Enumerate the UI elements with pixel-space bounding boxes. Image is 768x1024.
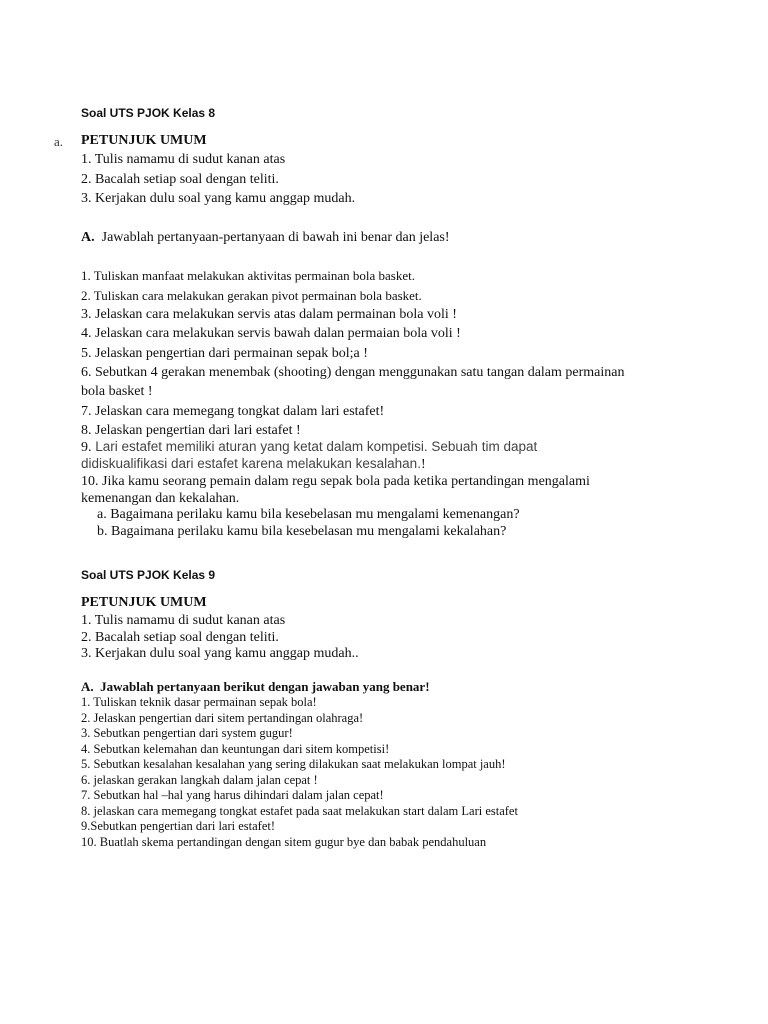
- petunjuk-item: 1. Tulis namamu di sudut kanan atas: [81, 613, 286, 628]
- kelas8-question-6-line1: 6. Sebutkan 4 gerakan menembak (shooting) dengan menggunakan satu tangan dalam permainan: [81, 365, 625, 380]
- petunjuk-item: 2. Bacalah setiap soal dengan teliti.: [81, 171, 279, 187]
- kelas8-question-10a: a. Bagaimana perilaku kamu bila kesebelasan mu mengalami kemenangan?: [97, 507, 520, 522]
- kelas8-question-9-line2: [81, 455, 426, 474]
- section-letter: A.: [81, 230, 95, 245]
- kelas9-question-list: [81, 695, 518, 850]
- kelas8-question-10b: b. Bagaimana perilaku kamu bila kesebelasan mu mengalami kekalahan?: [97, 524, 507, 539]
- petunjuk-item: 1. Tulis namamu di sudut kanan atas: [81, 152, 286, 167]
- kelas8-question-4: 4. Jelaskan cara melakukan servis bawah dalan permaian bola voli !: [81, 326, 461, 341]
- section-letter: A.: [81, 679, 94, 694]
- kelas9-petunjuk-list: [81, 612, 359, 662]
- kelas9-petunjuk-title: PETUNJUK UMUM: [81, 595, 207, 610]
- q9-text-continued: didiskualifikasi dari estafet karena melakukan kesalahan.: [81, 456, 421, 471]
- list-marker: a.: [54, 134, 64, 149]
- list-item: 5. Sebutkan kesalahan kesalahan yang sering dilakukan saat melakukan lompat jauh!: [81, 757, 506, 771]
- q9-text: Lari estafet memiliki aturan yang ketat dalam kompetisi. Sebuah tim dapat: [91, 439, 538, 454]
- list-item: 8. jelaskan cara memegang tongkat estafet pada saat melakukan start dalam Lari estafet: [81, 803, 518, 818]
- list-item: 1. Tuliskan teknik dasar permainan sepak bola!: [81, 695, 317, 709]
- kelas9-title: Soal UTS PJOK Kelas 9: [81, 568, 216, 582]
- list-item: 9.Sebutkan pengertian dari lari estafet!: [81, 819, 276, 833]
- list-item: 6. jelaskan gerakan langkah dalam jalan cepat !: [81, 772, 318, 787]
- kelas8-question-7: 7. Jelaskan cara memegang tongkat dalam lari estafet!: [81, 404, 385, 419]
- petunjuk-item: 3. Kerjakan dulu soal yang kamu anggap mudah..: [81, 646, 359, 661]
- q9-number: 9.: [81, 440, 92, 455]
- kelas8-question-1: 1. Tuliskan manfaat melakukan aktivitas permainan bola basket.: [81, 268, 415, 283]
- kelas8-question-2: 2. Tuliskan cara melakukan gerakan pivot permainan bola basket.: [81, 288, 422, 303]
- section-instruction: Jawablah pertanyaan berikut dengan jawaban yang benar!: [100, 679, 430, 694]
- kelas8-title: Soal UTS PJOK Kelas 8: [81, 106, 216, 120]
- list-item: 2. Jelaskan pengertian dari sitem pertandingan olahraga!: [81, 710, 364, 725]
- list-item: 10. Buatlah skema pertandingan dengan sitem gugur bye dan babak pendahuluan: [81, 834, 487, 849]
- q9-end: !: [420, 457, 426, 472]
- petunjuk-item: 3. Kerjakan dulu soal yang kamu anggap mudah.: [81, 191, 356, 206]
- kelas8-question-8: 8. Jelaskan pengertian dari lari estafet !: [81, 423, 301, 438]
- kelas8-petunjuk-list: [81, 151, 355, 210]
- kelas8-question-6-line2: bola basket !: [81, 384, 153, 399]
- kelas8-petunjuk-title: PETUNJUK UMUM: [81, 133, 207, 148]
- kelas8-question-5: 5. Jelaskan pengertian dari permainan sepak bol;a !: [81, 346, 368, 361]
- kelas9-section-a: [81, 679, 430, 695]
- kelas8-question-10-line1: 10. Jika kamu seorang pemain dalam regu sepak bola pada ketika pertandingan mengalami: [81, 474, 590, 489]
- section-instruction: Jawablah pertanyaan-pertanyaan di bawah ini benar dan jelas!: [101, 230, 450, 245]
- kelas8-question-3: 3. Jelaskan cara melakukan servis atas dalam permainan bola voli !: [81, 307, 457, 322]
- list-item: 7. Sebutkan hal –hal yang harus dihindari dalam jalan cepat!: [81, 788, 384, 802]
- list-item: 4. Sebutkan kelemahan dan keuntungan dari sitem kompetisi!: [81, 741, 390, 756]
- list-item: 3. Sebutkan pengertian dari system gugur!: [81, 726, 293, 740]
- kelas8-question-10-line2: kemenangan dan kekalahan.: [81, 491, 240, 506]
- kelas8-section-a: [81, 229, 450, 247]
- petunjuk-item: 2. Bacalah setiap soal dengan teliti.: [81, 629, 279, 645]
